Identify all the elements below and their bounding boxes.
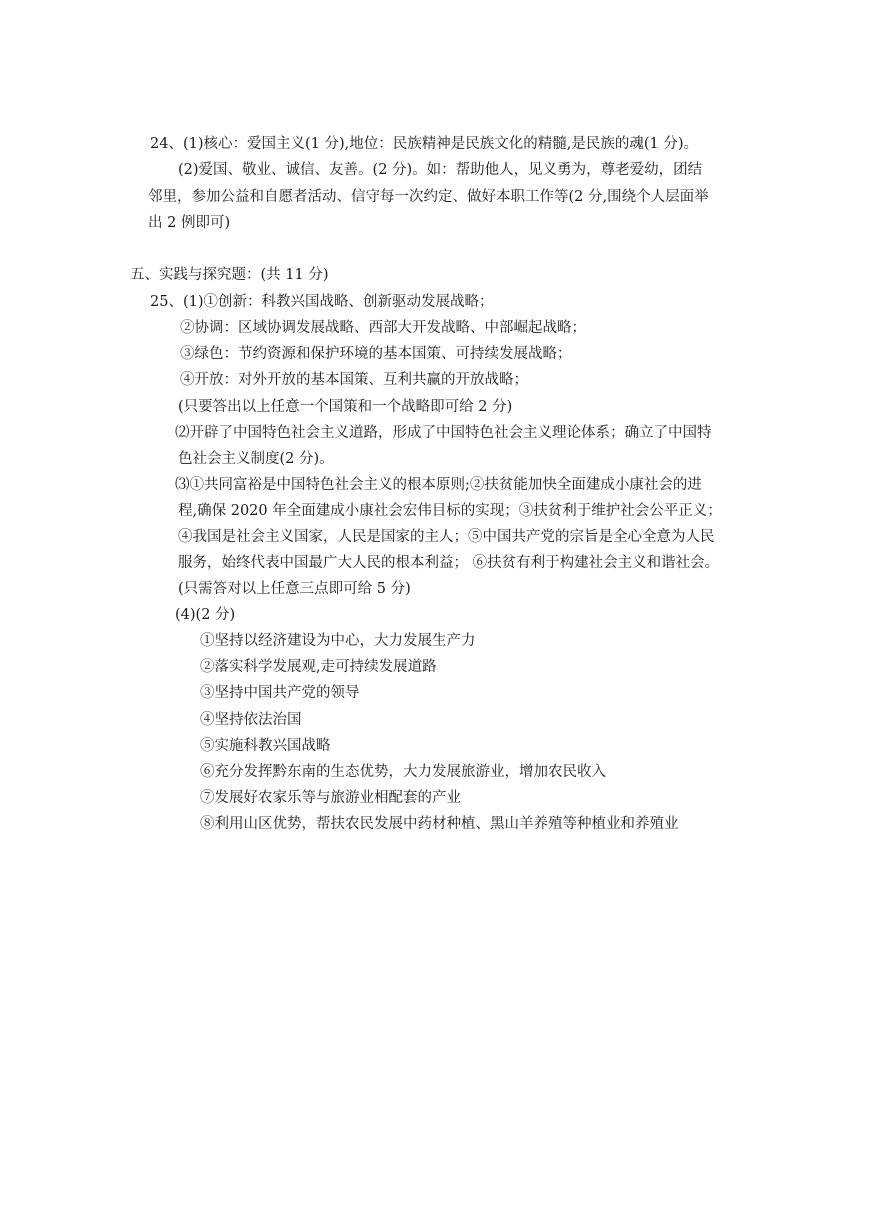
q25-p3-line-3: ④我国是社会主义国家，人民是国家的主人；⑤中国共产党的宗旨是全心全意为人民	[178, 529, 715, 545]
q25-p2-line-2: 色社会主义制度(2 分)。	[178, 451, 334, 467]
section-heading: 五、实践与探究题：(共 11 分)	[130, 267, 329, 283]
q24-line-3: 邻里，参加公益和自愿者活动、信守每一次约定、做好本职工作等(2 分,围绕个人层面举	[148, 189, 709, 205]
q25-p3-line-5: (只需答对以上任意三点即可给 5 分)	[178, 581, 411, 597]
q25-p4-item: ⑦发展好农家乐等与旅游业相配套的产业	[200, 790, 461, 806]
q25-p3-line-2: 程,确保 2020 年全面建成小康社会宏伟目标的实现；③扶贫利于维护社会公平正义；	[178, 503, 722, 519]
q25-p1-line-1: 25、(1)①创新：科教兴国战略、创新驱动发展战略；	[150, 294, 494, 310]
q25-p1-line-2: ②协调：区域协调发展战略、西部大开发战略、中部崛起战略；	[180, 320, 586, 336]
q24-line-1: 24、(1)核心：爱国主义(1 分),地位：民族精神是民族文化的精髓,是民族的魂(1 分)。	[150, 136, 699, 152]
q25-p2-line-1: ⑵开辟了中国特色社会主义道路，形成了中国特色社会主义理论体系；确立了中国特	[175, 425, 712, 441]
q25-p4-item: ④坚持依法治国	[200, 712, 302, 728]
q25-p3-line-1: ⑶①共同富裕是中国特色社会主义的根本原则;②扶贫能加快全面建成小康社会的进	[175, 477, 702, 493]
q25-p1-line-3: ③绿色：节约资源和保护环境的基本国策、可持续发展战略；	[180, 346, 572, 362]
q25-p4-item: ①坚持以经济建设为中心，大力发展生产力	[200, 633, 476, 649]
q24-line-2: (2)爱国、敬业、诚信、友善。(2 分)。如：帮助他人，见义勇为，尊老爱幼，团结	[178, 162, 703, 178]
q25-p4-header: (4)(2 分)	[175, 607, 236, 623]
q25-p1-line-5: (只要答出以上任意一个国策和一个战略即可给 2 分)	[178, 399, 513, 415]
q25-p4-item: ③坚持中国共产党的领导	[200, 685, 360, 701]
q25-p1-line-4: ④开放：对外开放的基本国策、互利共赢的开放战略；	[180, 372, 528, 388]
q25-p4-item: ⑤实施科教兴国战略	[200, 738, 331, 754]
q24-line-4: 出 2 例即可)	[148, 215, 231, 231]
q25-p4-item: ②落实科学发展观,走可持续发展道路	[200, 659, 437, 675]
q25-p4-item: ⑧利用山区优势，帮扶农民发展中药材种植、黑山羊养殖等种植业和养殖业	[200, 816, 679, 832]
q25-p4-item: ⑥充分发挥黔东南的生态优势，大力发展旅游业，增加农民收入	[200, 764, 606, 780]
q25-p3-line-4: 服务，始终代表中国最广大人民的根本利益； ⑥扶贫有利于构建社会主义和谐社会。	[178, 555, 720, 571]
